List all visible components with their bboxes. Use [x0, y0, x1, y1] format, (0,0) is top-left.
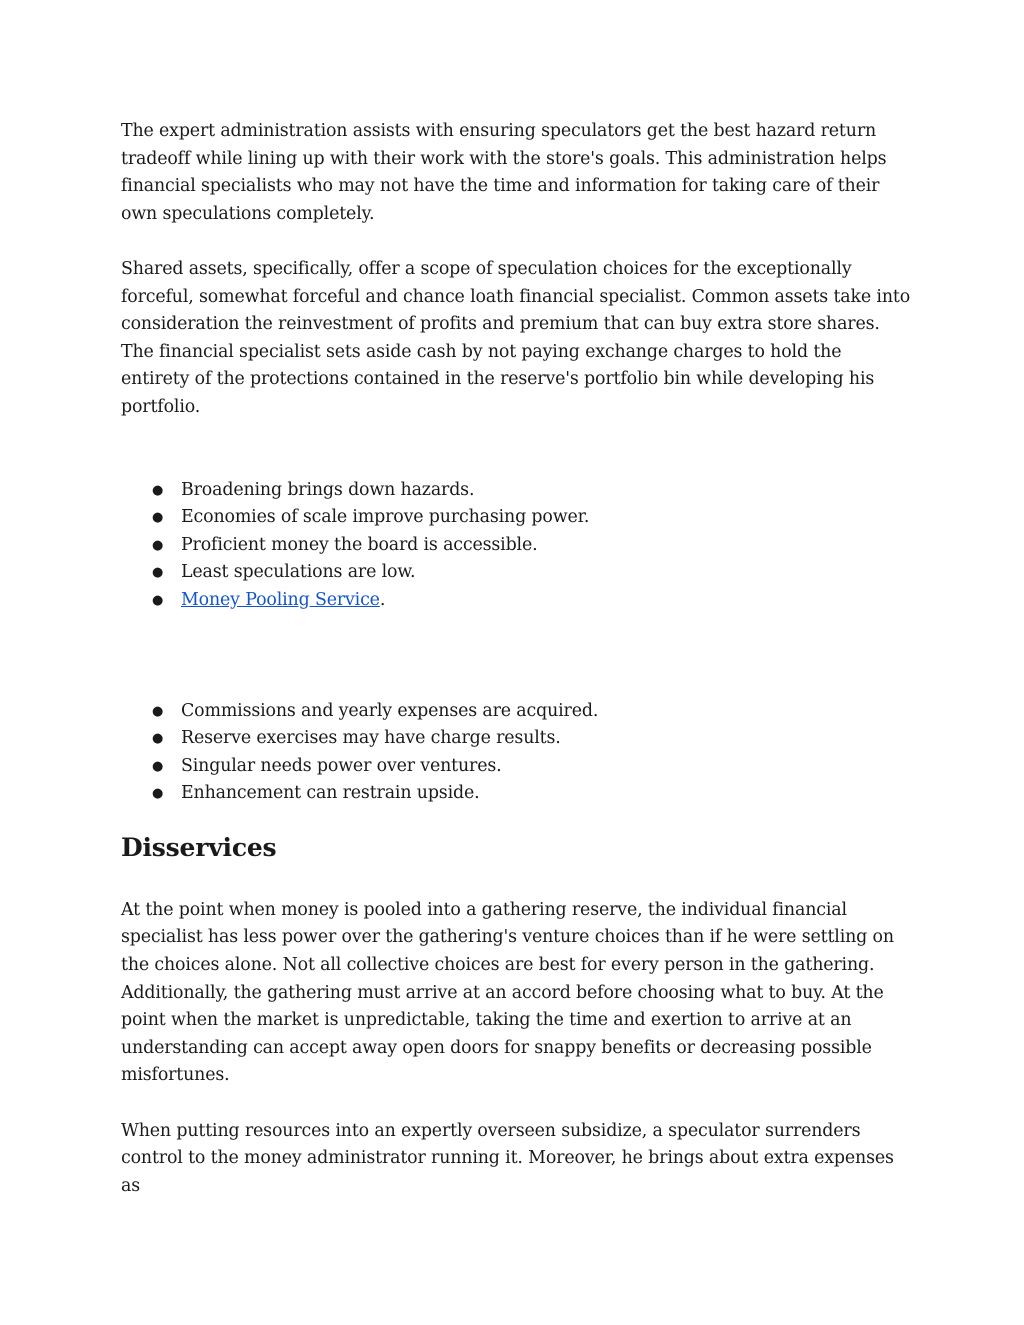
list-item: ● Enhancement can restrain upside.: [121, 780, 911, 808]
bullet-icon: ●: [152, 731, 164, 747]
list-item: ● Commissions and yearly expenses are acquired.: [121, 698, 911, 726]
bullet-icon: ●: [152, 786, 164, 802]
bullet-icon: ●: [152, 758, 164, 774]
bullet-icon: ●: [152, 592, 164, 608]
list-item: ● Least speculations are low.: [121, 559, 911, 587]
list-item-link: ● Money Pooling Service.: [121, 587, 911, 615]
list-item: ● Proficient money the board is accessible.: [121, 532, 911, 560]
paragraph-shared-assets: Shared assets, specifically, offer a scope of speculation choices for the exceptionally forceful, somewhat forceful and chance loath financial specialist. Common assets take into consideration the reinvestment of profits and premium that can buy extra store shares. The financial specialist sets aside cash by not paying exchange charges to hold the entirety of the protections contained in the reserve's portfolio bin while developing his portfolio.: [121, 258, 911, 417]
paragraph-pooled-money: At the point when money is pooled into a gathering reserve, the individual financial specialist has less power over the gathering's venture choices than if he were settling on the choices alone. Not all collective choices are best for every person in the gathering. Additionally, the gathering must arrive at an accord before choosing what to buy. At the point when the market is unpredictable, taking the time and exertion to arrive at an understanding can accept away open doors for snappy benefits or decreasing possible misfortunes.: [121, 899, 894, 1086]
paragraph-intro: The expert administration assists with ensuring speculators get the best hazard return tradeoff while lining up with their work with the store's goals. This administration helps financial specialists who may not have the time and information for taking care of their own speculations completely.: [121, 121, 887, 224]
list-item: ● Reserve exercises may have charge results.: [121, 725, 911, 753]
list-item: ● Singular needs power over ventures.: [121, 753, 911, 781]
money-pooling-service-link[interactable]: Money Pooling Service: [181, 589, 380, 610]
bullet-icon: ●: [152, 510, 164, 526]
paragraph-managed-fund: When putting resources into an expertly overseen subsidize, a speculator surrenders control to the money administrator running it. Moreover, he brings about extra expenses as: [121, 1120, 894, 1196]
bullet-icon: ●: [152, 537, 164, 553]
document-page: [121, 118, 911, 1200]
disadvantages-list: [121, 698, 911, 808]
section-heading: Disservices: [121, 832, 277, 862]
bullet-icon: ●: [152, 565, 164, 581]
list-item: ● Broadening brings down hazards.: [121, 477, 911, 505]
advantages-list: [121, 477, 911, 615]
bullet-icon: ●: [152, 703, 164, 719]
bullet-icon: ●: [152, 482, 164, 498]
list-item: ● Economies of scale improve purchasing power.: [121, 504, 911, 532]
